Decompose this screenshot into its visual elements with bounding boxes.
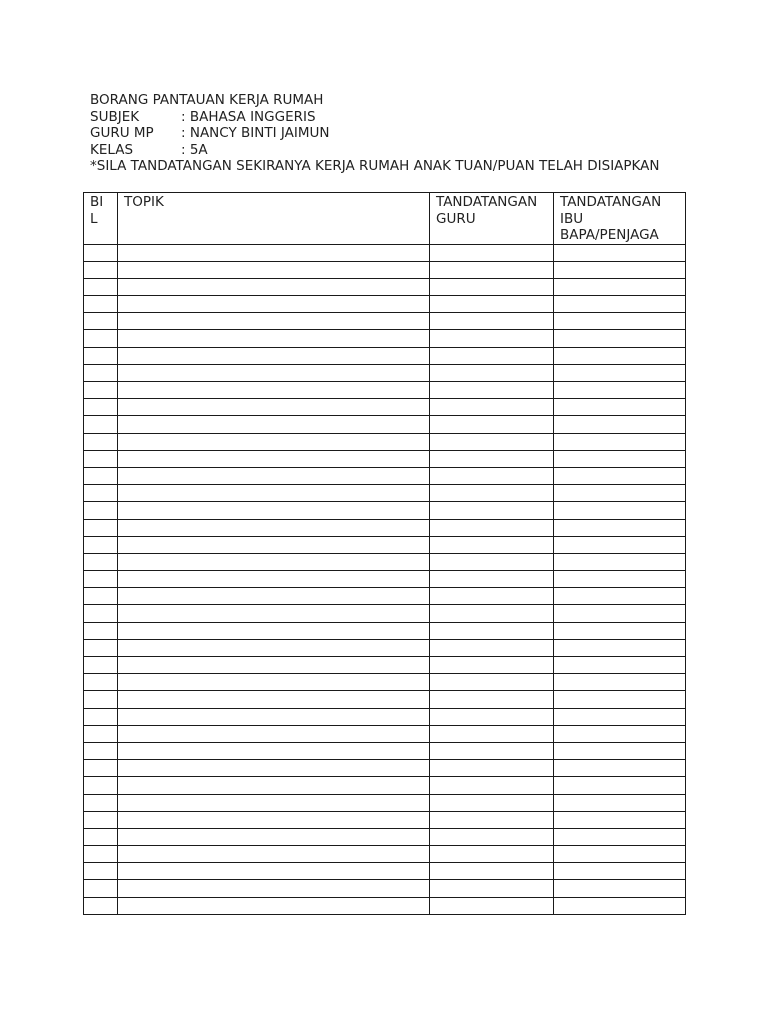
cell-bil — [84, 622, 118, 639]
cell-bil — [84, 450, 118, 467]
header-guru-label: TANDATANGAN GURU — [436, 194, 538, 227]
cell-bil — [84, 416, 118, 433]
cell-guru — [430, 657, 554, 674]
cell-topik — [118, 674, 430, 691]
cell-topik — [118, 571, 430, 588]
cell-topik — [118, 502, 430, 519]
cell-guru — [430, 794, 554, 811]
cell-guru — [430, 467, 554, 484]
cell-bil — [84, 897, 118, 914]
subject-value: : BAHASA INGGERIS — [181, 108, 316, 125]
cell-guru — [430, 296, 554, 313]
cell-bil — [84, 571, 118, 588]
cell-ibu-bapa — [554, 399, 686, 416]
instruction-note: *SILA TANDATANGAN SEKIRANYA KERJA RUMAH ANAK TUAN/PUAN TELAH DISIAPKAN — [90, 158, 660, 174]
cell-topik — [118, 622, 430, 639]
cell-guru — [430, 828, 554, 845]
table-row — [84, 502, 686, 519]
table-row — [84, 382, 686, 399]
cell-ibu-bapa — [554, 657, 686, 674]
form-title: BORANG PANTAUAN KERJA RUMAH — [90, 92, 324, 108]
cell-ibu-bapa — [554, 725, 686, 742]
table-row — [84, 760, 686, 777]
teacher-line — [90, 125, 660, 142]
cell-topik — [118, 691, 430, 708]
cell-ibu-bapa — [554, 382, 686, 399]
cell-bil — [84, 725, 118, 742]
table-row — [84, 519, 686, 536]
cell-topik — [118, 364, 430, 381]
cell-guru — [430, 536, 554, 553]
class-value: : 5A — [181, 141, 208, 158]
cell-bil — [84, 588, 118, 605]
cell-guru — [430, 450, 554, 467]
cell-topik — [118, 742, 430, 759]
header-bil — [84, 193, 118, 245]
cell-bil — [84, 794, 118, 811]
cell-guru — [430, 708, 554, 725]
cell-ibu-bapa — [554, 416, 686, 433]
table-header-row — [84, 193, 686, 245]
cell-bil — [84, 278, 118, 295]
cell-topik — [118, 588, 430, 605]
cell-topik — [118, 416, 430, 433]
cell-bil — [84, 708, 118, 725]
subject-line — [90, 109, 660, 126]
cell-bil — [84, 846, 118, 863]
table-row — [84, 846, 686, 863]
cell-ibu-bapa — [554, 622, 686, 639]
table-row — [84, 261, 686, 278]
cell-topik — [118, 347, 430, 364]
cell-bil — [84, 605, 118, 622]
cell-ibu-bapa — [554, 708, 686, 725]
cell-bil — [84, 863, 118, 880]
cell-topik — [118, 897, 430, 914]
cell-guru — [430, 760, 554, 777]
cell-guru — [430, 811, 554, 828]
cell-topik — [118, 777, 430, 794]
table-row — [84, 777, 686, 794]
cell-topik — [118, 811, 430, 828]
cell-bil — [84, 553, 118, 570]
table-row — [84, 811, 686, 828]
cell-topik — [118, 244, 430, 261]
cell-ibu-bapa — [554, 278, 686, 295]
cell-ibu-bapa — [554, 828, 686, 845]
table-row — [84, 244, 686, 261]
cell-topik — [118, 433, 430, 450]
cell-guru — [430, 674, 554, 691]
table-row — [84, 313, 686, 330]
table-row — [84, 897, 686, 914]
cell-topik — [118, 657, 430, 674]
cell-ibu-bapa — [554, 364, 686, 381]
cell-ibu-bapa — [554, 450, 686, 467]
class-label: KELAS — [90, 141, 134, 158]
cell-guru — [430, 399, 554, 416]
cell-ibu-bapa — [554, 794, 686, 811]
cell-ibu-bapa — [554, 347, 686, 364]
subject-label: SUBJEK — [90, 108, 140, 125]
cell-bil — [84, 347, 118, 364]
cell-ibu-bapa — [554, 519, 686, 536]
table-row — [84, 674, 686, 691]
cell-ibu-bapa — [554, 897, 686, 914]
cell-ibu-bapa — [554, 296, 686, 313]
cell-guru — [430, 347, 554, 364]
cell-bil — [84, 244, 118, 261]
cell-ibu-bapa — [554, 691, 686, 708]
table-row — [84, 450, 686, 467]
cell-topik — [118, 553, 430, 570]
cell-bil — [84, 691, 118, 708]
cell-bil — [84, 811, 118, 828]
teacher-label: GURU MP — [90, 125, 154, 141]
header-guru — [430, 193, 554, 245]
table-row — [84, 725, 686, 742]
cell-guru — [430, 553, 554, 570]
cell-topik — [118, 261, 430, 278]
cell-guru — [430, 622, 554, 639]
cell-ibu-bapa — [554, 639, 686, 656]
table-row — [84, 467, 686, 484]
cell-guru — [430, 777, 554, 794]
cell-bil — [84, 828, 118, 845]
table-row — [84, 691, 686, 708]
cell-bil — [84, 760, 118, 777]
cell-guru — [430, 725, 554, 742]
cell-topik — [118, 760, 430, 777]
table-row — [84, 278, 686, 295]
cell-bil — [84, 536, 118, 553]
cell-guru — [430, 742, 554, 759]
table-row — [84, 742, 686, 759]
table-row — [84, 622, 686, 639]
cell-topik — [118, 639, 430, 656]
table-row — [84, 708, 686, 725]
cell-guru — [430, 485, 554, 502]
header-bil-label: BI L — [90, 194, 104, 227]
table-row — [84, 536, 686, 553]
table-row — [84, 399, 686, 416]
table-row — [84, 485, 686, 502]
class-line — [90, 142, 660, 159]
cell-guru — [430, 691, 554, 708]
table-row — [84, 657, 686, 674]
header-topik — [118, 193, 430, 245]
cell-ibu-bapa — [554, 553, 686, 570]
cell-topik — [118, 863, 430, 880]
cell-guru — [430, 519, 554, 536]
table-row — [84, 588, 686, 605]
cell-bil — [84, 364, 118, 381]
cell-topik — [118, 467, 430, 484]
cell-ibu-bapa — [554, 777, 686, 794]
cell-bil — [84, 639, 118, 656]
cell-bil — [84, 502, 118, 519]
cell-ibu-bapa — [554, 467, 686, 484]
header-topik-label: TOPIK — [124, 194, 164, 210]
cell-ibu-bapa — [554, 742, 686, 759]
cell-ibu-bapa — [554, 571, 686, 588]
form-header — [90, 92, 660, 175]
cell-ibu-bapa — [554, 244, 686, 261]
cell-topik — [118, 846, 430, 863]
cell-topik — [118, 828, 430, 845]
cell-topik — [118, 485, 430, 502]
table-row — [84, 364, 686, 381]
cell-ibu-bapa — [554, 846, 686, 863]
cell-bil — [84, 485, 118, 502]
cell-topik — [118, 725, 430, 742]
cell-topik — [118, 330, 430, 347]
cell-guru — [430, 571, 554, 588]
cell-topik — [118, 708, 430, 725]
cell-ibu-bapa — [554, 261, 686, 278]
cell-bil — [84, 399, 118, 416]
cell-ibu-bapa — [554, 760, 686, 777]
cell-guru — [430, 897, 554, 914]
cell-guru — [430, 261, 554, 278]
header-ibu-bapa — [554, 193, 686, 245]
cell-ibu-bapa — [554, 536, 686, 553]
cell-bil — [84, 433, 118, 450]
table-row — [84, 605, 686, 622]
cell-guru — [430, 846, 554, 863]
cell-guru — [430, 244, 554, 261]
cell-ibu-bapa — [554, 880, 686, 897]
table-row — [84, 828, 686, 845]
table-row — [84, 347, 686, 364]
homework-monitoring-table — [83, 192, 686, 915]
cell-ibu-bapa — [554, 313, 686, 330]
cell-ibu-bapa — [554, 605, 686, 622]
table-row — [84, 330, 686, 347]
cell-guru — [430, 880, 554, 897]
cell-guru — [430, 313, 554, 330]
cell-guru — [430, 382, 554, 399]
cell-guru — [430, 364, 554, 381]
cell-topik — [118, 399, 430, 416]
table-row — [84, 880, 686, 897]
cell-bil — [84, 674, 118, 691]
cell-bil — [84, 330, 118, 347]
cell-guru — [430, 278, 554, 295]
cell-bil — [84, 657, 118, 674]
table-row — [84, 553, 686, 570]
cell-ibu-bapa — [554, 433, 686, 450]
cell-guru — [430, 588, 554, 605]
table-row — [84, 794, 686, 811]
cell-guru — [430, 639, 554, 656]
table-row — [84, 416, 686, 433]
cell-topik — [118, 382, 430, 399]
table-row — [84, 863, 686, 880]
cell-topik — [118, 313, 430, 330]
table-row — [84, 571, 686, 588]
cell-guru — [430, 416, 554, 433]
table-row — [84, 296, 686, 313]
cell-topik — [118, 519, 430, 536]
cell-topik — [118, 880, 430, 897]
cell-topik — [118, 536, 430, 553]
cell-bil — [84, 296, 118, 313]
cell-bil — [84, 777, 118, 794]
table-row — [84, 639, 686, 656]
cell-bil — [84, 880, 118, 897]
cell-ibu-bapa — [554, 674, 686, 691]
cell-topik — [118, 605, 430, 622]
cell-topik — [118, 450, 430, 467]
cell-bil — [84, 261, 118, 278]
cell-bil — [84, 313, 118, 330]
cell-ibu-bapa — [554, 811, 686, 828]
cell-ibu-bapa — [554, 588, 686, 605]
table-row — [84, 433, 686, 450]
cell-guru — [430, 605, 554, 622]
cell-topik — [118, 794, 430, 811]
teacher-value: : NANCY BINTI JAIMUN — [181, 125, 330, 141]
cell-bil — [84, 467, 118, 484]
cell-ibu-bapa — [554, 863, 686, 880]
cell-ibu-bapa — [554, 330, 686, 347]
cell-ibu-bapa — [554, 485, 686, 502]
cell-guru — [430, 330, 554, 347]
cell-ibu-bapa — [554, 502, 686, 519]
cell-guru — [430, 502, 554, 519]
cell-bil — [84, 519, 118, 536]
cell-topik — [118, 278, 430, 295]
cell-guru — [430, 863, 554, 880]
table-body — [84, 244, 686, 914]
cell-guru — [430, 433, 554, 450]
cell-topik — [118, 296, 430, 313]
cell-bil — [84, 382, 118, 399]
header-ibu-bapa-label: TANDATANGAN IBU BAPA/PENJAGA — [560, 194, 662, 243]
cell-bil — [84, 742, 118, 759]
